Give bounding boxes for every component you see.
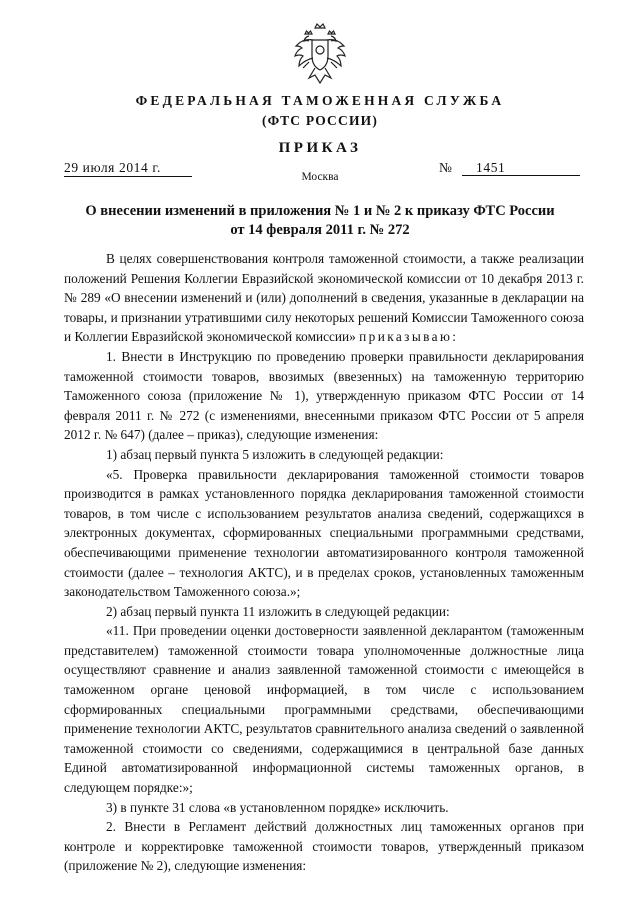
item-1-2-paragraph: 2) абзац первый пункта 11 изложить в следующей редакции: <box>106 603 450 619</box>
order-date: 29 июля 2014 г. <box>64 159 192 177</box>
intro-order-verb: приказываю: <box>359 329 459 345</box>
item-1-2-quote: «11. При проведении оценки достоверности заявленной декларантом (таможенным представителем) таможенной стоимости товара уполномоченные должностные лица осуществляют сравнение и анализ заявленной таможенной стоимости с имеющейся в таможенном органе ценовой информацией, в том числе с использованием сформированных специальными программными средствами, обеспечивающими применение технологии АКТС, результатов сравнительного анализа сведений о заявленной таможенной стоимости со сведениями, содержащимися в центральной базе данных Единой автоматизированной информационной системы таможенных органов, в следующем порядке:»; <box>64 623 584 796</box>
item-1-1-paragraph: 1) абзац первый пункта 5 изложить в следующей редакции: <box>106 446 444 462</box>
item-1-3-paragraph: 3) в пункте 31 слова «в установленном порядке» исключить. <box>106 799 449 815</box>
document-title <box>60 202 580 240</box>
item-2-paragraph: 2. Внести в Регламент действий должностных лиц таможенных органов при контроле и корректировке таможенной стоимости товаров, утвержденный приказом (приложение № 2), следующие изменения: <box>64 819 584 874</box>
title-line-1: О внесении изменений в приложения № 1 и № 2 к приказу ФТС России <box>85 203 555 219</box>
title-line-2: от 14 февраля 2011 г. № 272 <box>230 222 410 238</box>
intro-text: В целях совершенствования контроля таможенной стоимости, а также реализации положений Решения Коллегии Евразийской экономической комиссии от 10 декабря 2013 г. № 289 «О внесении изменений и (или) дополнений в сведения, указанные в декларации на товары, и признании утратившими силу некоторых решений Комиссии Таможенного союза и Коллегии Евразийской экономической комиссии» <box>64 251 584 345</box>
intro-paragraph <box>64 249 584 347</box>
agency-abbreviation: (ФТС РОССИИ) <box>261 113 379 128</box>
document-body <box>64 249 584 876</box>
item-1-paragraph: 1. Внести в Инструкцию по проведению проверки правильности декларирования таможенной стоимости товаров, ввозимых (ввезенных) на таможенную территорию Таможенного союза (приложение № 1), утвержденную приказом ФТС России от 14 февраля 2011 г. № 272 (с изменениями, внесенными приказом ФТС России от 5 апреля 2012 г. № 647) (далее – приказ), следующие изменения: <box>64 348 584 443</box>
item-1-1-quote: «5. Проверка правильности декларирования таможенной стоимости товаров производится в рамках установленного порядка декларирования таможенной стоимости товаров, в том числе с использованием результатов анализа сведений, содержащихся в электронных документах, сформированных специальными программными средствами, обеспечивающими применение технологии автоматизированного контроля таможенной стоимости (далее – технология АКТС), и в пределах сроков, установленных таможенным законодательством Таможенного союза.»; <box>64 466 584 600</box>
document-type: ПРИКАЗ <box>278 140 362 156</box>
issue-city: Москва <box>301 171 339 183</box>
number-sign: № <box>439 160 452 175</box>
order-number: 1451 <box>462 159 580 176</box>
agency-name: ФЕДЕРАЛЬНАЯ ТАМОЖЕННАЯ СЛУЖБА <box>135 93 505 108</box>
state-emblem-icon <box>291 22 349 86</box>
